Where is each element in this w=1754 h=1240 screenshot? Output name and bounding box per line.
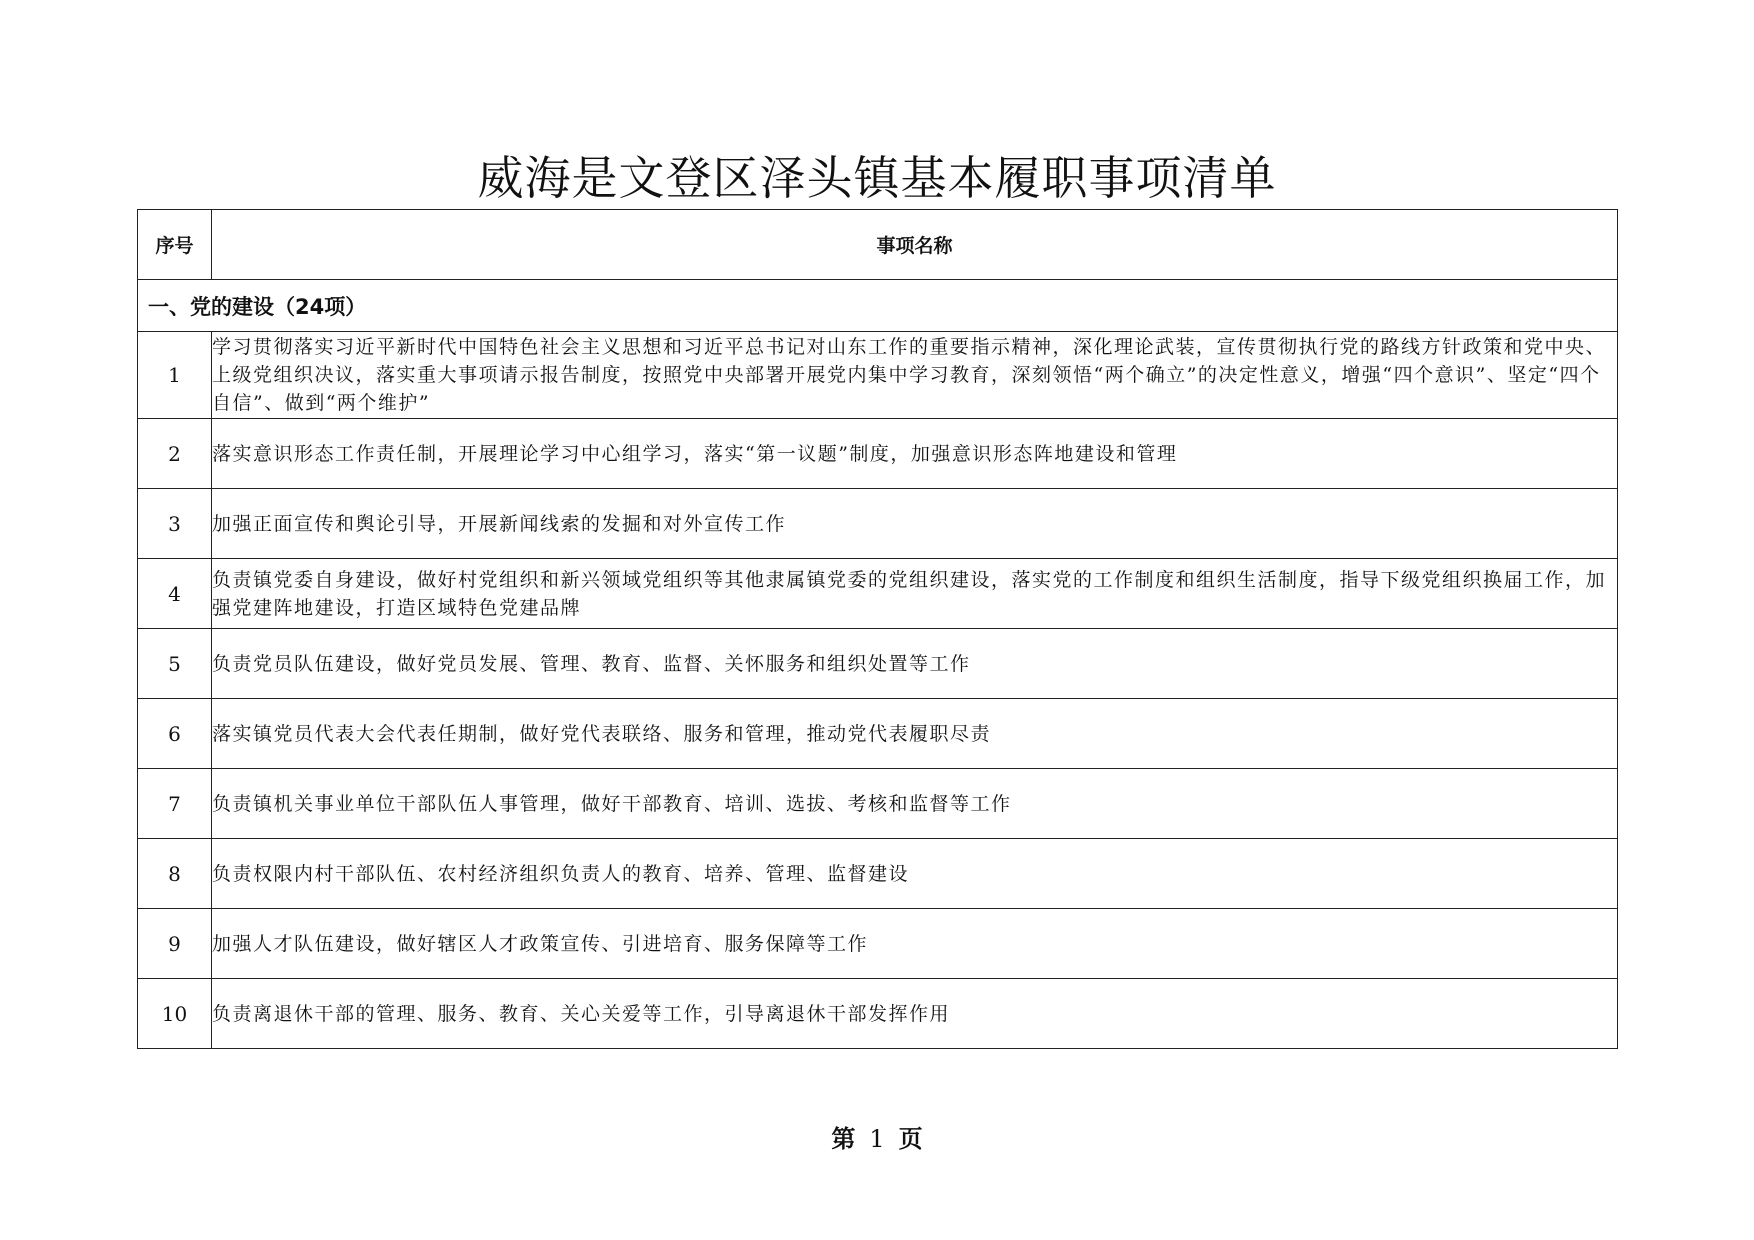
page-title: 威海是文登区泽头镇基本履职事项清单 <box>477 151 1277 205</box>
table-row <box>138 332 1618 419</box>
row-item-text: 落实镇党员代表大会代表任期制，做好党代表联络、服务和管理，推动党代表履职尽责 <box>212 699 1618 769</box>
row-item-text: 加强人才队伍建设，做好辖区人才政策宣传、引进培育、服务保障等工作 <box>212 909 1618 979</box>
section-row <box>138 280 1618 332</box>
row-item-text: 学习贯彻落实习近平新时代中国特色社会主义思想和习近平总书记对山东工作的重要指示精神，深化理论武装，宣传贯彻执行党的路线方针政策和党中央、上级党组织决议，落实重大事项请示报告制度，按照党中央部署开展党内集中学习教育，深刻领悟“两个确立”的决定性意义，增强“四个意识”、坚定“四个自信”、做到“两个维护” <box>212 332 1618 419</box>
table-row <box>138 629 1618 699</box>
row-item-text: 负责党员队伍建设，做好党员发展、管理、教育、监督、关怀服务和组织处置等工作 <box>212 629 1618 699</box>
page-number: 1 <box>869 1125 885 1153</box>
table-row <box>138 839 1618 909</box>
table-row <box>138 419 1618 489</box>
page-suffix: 页 <box>898 1124 923 1153</box>
table-header-row <box>138 210 1618 280</box>
row-number: 8 <box>138 839 212 909</box>
row-item-text: 负责权限内村干部队伍、农村经济组织负责人的教育、培养、管理、监督建设 <box>212 839 1618 909</box>
row-number: 4 <box>138 559 212 629</box>
row-number: 9 <box>138 909 212 979</box>
row-item-text: 负责镇党委自身建设，做好村党组织和新兴领域党组织等其他隶属镇党委的党组织建设，落实党的工作制度和组织生活制度，指导下级党组织换届工作，加强党建阵地建设，打造区域特色党建品牌 <box>212 559 1618 629</box>
duty-items-table <box>137 209 1618 1049</box>
page-prefix: 第 <box>831 1124 856 1153</box>
page-number-footer <box>0 1121 1754 1157</box>
column-header-number: 序号 <box>138 210 212 280</box>
table-row <box>138 769 1618 839</box>
row-number: 5 <box>138 629 212 699</box>
table-row <box>138 489 1618 559</box>
row-item-text: 负责离退休干部的管理、服务、教育、关心关爱等工作，引导离退休干部发挥作用 <box>212 979 1618 1049</box>
table-row <box>138 559 1618 629</box>
row-item-text: 落实意识形态工作责任制，开展理论学习中心组学习，落实“第一议题”制度，加强意识形态阵地建设和管理 <box>212 419 1618 489</box>
row-item-text: 加强正面宣传和舆论引导，开展新闻线索的发掘和对外宣传工作 <box>212 489 1618 559</box>
row-number: 2 <box>138 419 212 489</box>
row-number: 7 <box>138 769 212 839</box>
column-header-name: 事项名称 <box>212 210 1618 280</box>
row-number: 10 <box>138 979 212 1049</box>
row-item-text: 负责镇机关事业单位干部队伍人事管理，做好干部教育、培训、选拔、考核和监督等工作 <box>212 769 1618 839</box>
section-heading: 一、党的建设（24项） <box>138 280 1618 332</box>
row-number: 1 <box>138 332 212 419</box>
table-row <box>138 979 1618 1049</box>
table-row <box>138 699 1618 769</box>
table-row <box>138 909 1618 979</box>
row-number: 3 <box>138 489 212 559</box>
row-number: 6 <box>138 699 212 769</box>
